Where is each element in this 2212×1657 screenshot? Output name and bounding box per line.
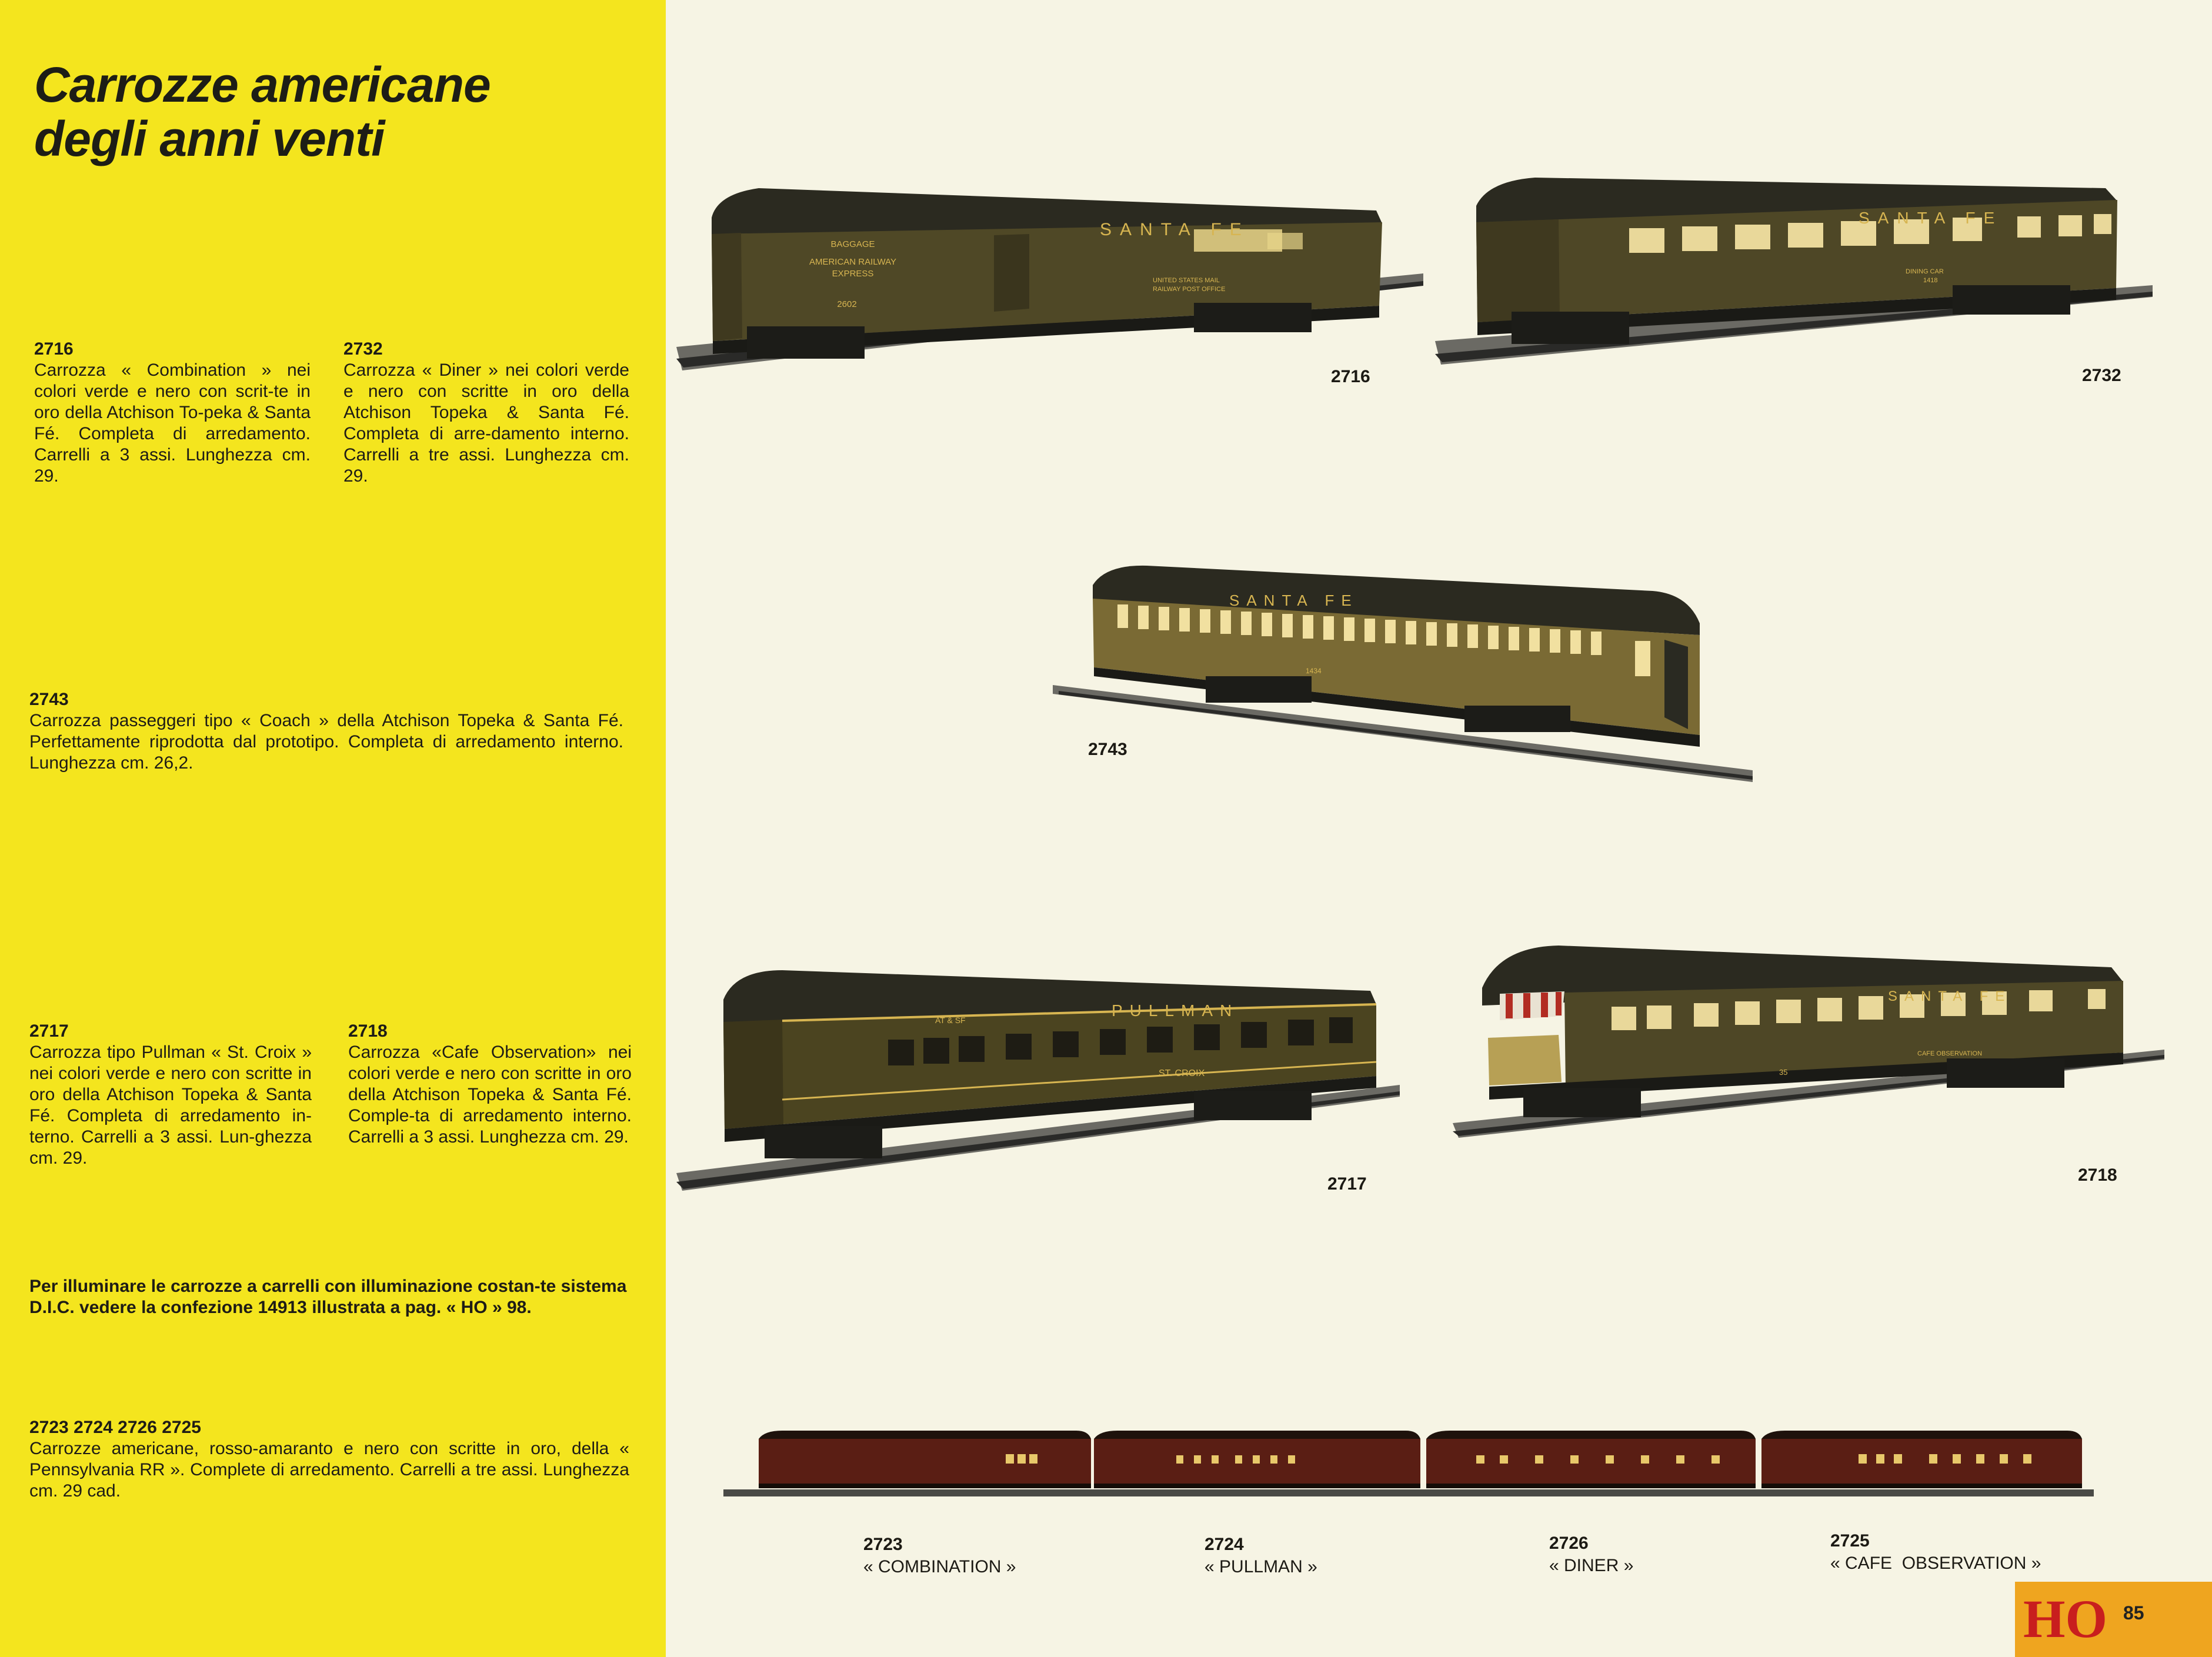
set-label-name: « DINER » — [1549, 1556, 1634, 1575]
car-text: PULLMAN — [1112, 1001, 1239, 1020]
set-label-name: « CAFE OBSERVATION » — [1830, 1554, 2041, 1573]
photo-car-2716 — [676, 171, 1423, 417]
car-body — [1093, 566, 1700, 747]
car-text: SANTA FE — [1229, 592, 1359, 609]
car-text: DINING CAR — [1906, 268, 1944, 275]
description-number: 2718 — [348, 1021, 388, 1041]
car-text: RAILWAY POST OFFICE — [1153, 286, 1226, 293]
car-text: CAFE OBSERVATION — [1917, 1050, 1983, 1057]
description-2732 — [343, 339, 629, 487]
description-2718 — [348, 1021, 632, 1148]
pennsylvania-car-2724 — [1094, 1431, 1420, 1488]
car-text: BAGGAGE — [830, 239, 875, 249]
description-text: Carrozza « Combination » nei colori verde e nero con scrit-te in oro della Atchison To-peka & Santa Fé. Completa di arredamento. Carrelli a 3 assi. Lunghezza cm. 29. — [34, 360, 311, 486]
description-number: 2716 — [34, 339, 74, 359]
car-text: 1434 — [1306, 667, 1322, 675]
set-label-name: « PULLMAN » — [1205, 1557, 1317, 1576]
pennsylvania-car-2723 — [759, 1431, 1091, 1488]
photo-pennsylvania-train — [723, 1426, 2094, 1505]
description-text: Carrozza tipo Pullman « St. Croix » nei colori verde e nero con scritte in oro della Atchison Topeka & Santa Fé. Completa di arredamento in-terno. Carrelli a 3 assi. Lun-ghezza cm. 29. — [29, 1043, 312, 1168]
car-text: ST. CROIX — [1159, 1068, 1205, 1078]
description-2743 — [29, 689, 623, 774]
photo-car-2717 — [676, 958, 1400, 1194]
photo-car-2743 — [1053, 559, 1764, 800]
description-text: Carrozze americane, rosso-amaranto e nero con scritte in oro, della « Pennsylvania RR ». Complete di arredamento. Carrelli a tre assi. Lunghezza cm. 29 cad. — [29, 1439, 629, 1501]
description-2716 — [34, 339, 311, 487]
description-text: Carrozza passeggeri tipo « Coach » della Atchison Topeka & Santa Fé. Perfettamente riprodotta dal prototipo. Completa di arredamento interno. Lunghezza cm. 26,2. — [29, 711, 623, 773]
lighting-note: Per illuminare le carrozze a carrelli con illuminazione costan-te sistema D.I.C. vedere la confezione 14913 illustrata a pag. « HO » 98. — [29, 1277, 627, 1317]
photo-car-2732 — [1435, 165, 2153, 400]
photo-label-2716: 2716 — [1331, 367, 1370, 386]
description-number: 2723 2724 2726 2725 — [29, 1418, 201, 1437]
rail-track — [723, 1489, 2094, 1496]
car-text: 35 — [1779, 1068, 1788, 1077]
page-number: 85 — [2123, 1602, 2144, 1623]
car-text: SANTA FE — [1888, 988, 2012, 1004]
set-label-name: « COMBINATION » — [863, 1557, 1016, 1576]
photo-label-2718: 2718 — [2078, 1165, 2117, 1185]
ho-logo: HO — [2023, 1589, 2108, 1649]
description-text: Carrozza « Diner » nei colori verde e nero con scritte in oro della Atchison Topeka & Santa Fé. Completa di arre-damento interno. Carrelli a tre assi. Lunghezza cm. 29. — [343, 360, 629, 486]
set-label-2724 — [1205, 1534, 1317, 1578]
car-text: SANTA FE — [1100, 220, 1250, 239]
set-label-number: 2723 — [863, 1535, 903, 1554]
page-title — [34, 58, 658, 166]
set-label-number: 2724 — [1205, 1535, 1244, 1554]
photo-car-2718 — [1441, 935, 2164, 1170]
set-label-number: 2725 — [1830, 1531, 1870, 1551]
car-text: 2602 — [837, 299, 857, 309]
title-line-1: Carrozze americane — [34, 57, 491, 112]
description-number: 2717 — [29, 1021, 69, 1041]
pennsylvania-car-2725 — [1761, 1431, 2082, 1488]
title-line-2: degli anni venti — [34, 111, 385, 166]
photo-label-2743: 2743 — [1088, 740, 1127, 759]
description-text: Carrozza «Cafe Observation» nei colori verde e nero con scritte in oro della Atchison Topeka & Santa Fé. Comple-ta di arredamento interno. Carrelli a 3 assi. Lunghezza cm. 29. — [348, 1043, 632, 1147]
set-label-2725 — [1830, 1530, 2041, 1575]
photo-label-2717: 2717 — [1327, 1174, 1367, 1194]
pennsylvania-car-2726 — [1426, 1431, 1756, 1488]
description-2717 — [29, 1021, 312, 1169]
car-text: AMERICAN RAILWAY — [809, 257, 897, 267]
car-text: SANTA FE — [1859, 209, 2003, 227]
set-label-number: 2726 — [1549, 1534, 1589, 1553]
description-number: 2732 — [343, 339, 383, 359]
car-text: EXPRESS — [832, 269, 874, 279]
description-number: 2743 — [29, 690, 69, 709]
car-text: UNITED STATES MAIL — [1153, 277, 1220, 284]
description-pennsylvania-set — [29, 1417, 629, 1502]
car-body — [712, 188, 1382, 359]
yellow-sidebar — [0, 0, 666, 1657]
photo-label-2732: 2732 — [2082, 366, 2121, 385]
car-text: AT & SF — [935, 1015, 966, 1025]
car-text: 1418 — [1923, 277, 1938, 284]
set-label-2726 — [1549, 1532, 1633, 1577]
set-label-2723 — [863, 1534, 1016, 1578]
